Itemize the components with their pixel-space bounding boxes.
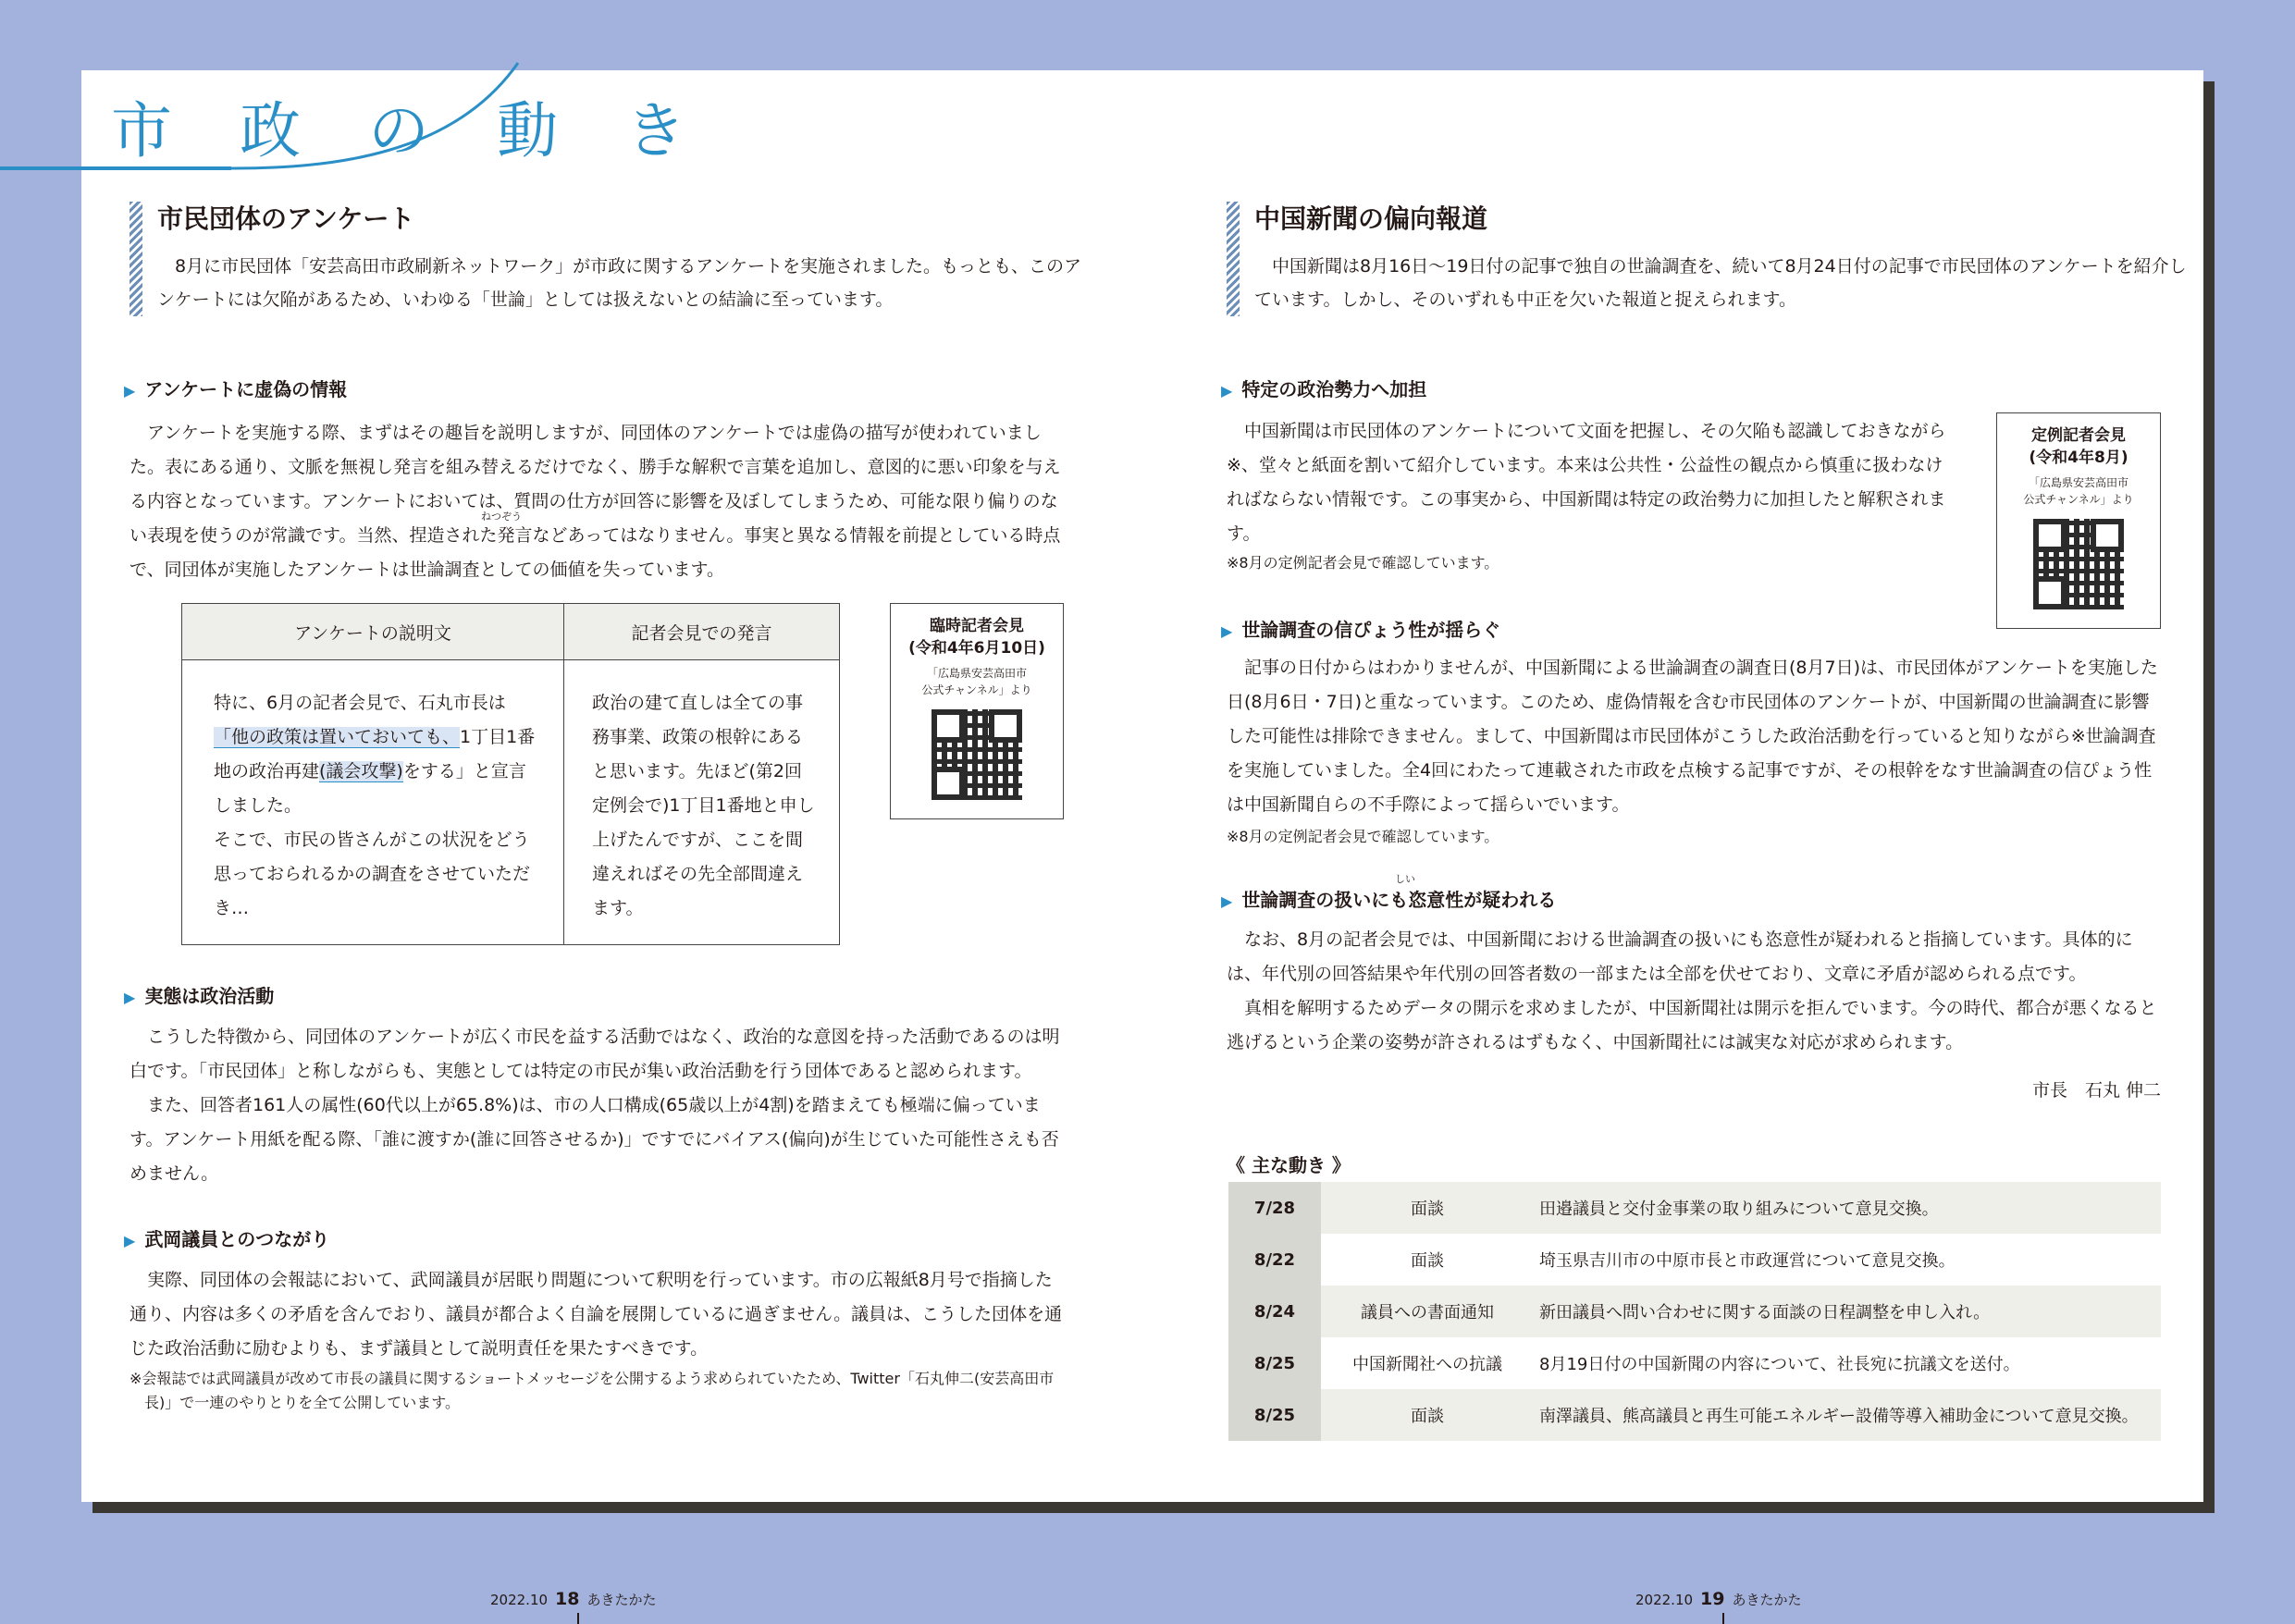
folio-tick xyxy=(1722,1613,1724,1624)
moves-content: 田邉議員と交付金事業の取り組みについて意見交換。 xyxy=(1534,1182,2161,1234)
qr1-title-2: (令和4年6月10日) xyxy=(908,639,1045,658)
folio-right-name: あきたかた xyxy=(1732,1592,1802,1608)
ruby-netsuzou: ねつぞう xyxy=(481,511,522,523)
moves-kind: 中国新聞社への抗議 xyxy=(1352,1355,1502,1374)
right-sub3-p1: なお、8月の記者会見では、中国新聞における世論調査の扱いにも恣意性が疑われると指摘しています。具体的には、年代別の回答結果や年代別の回答者数の一部または全部を伏せており、文章に矛盾が認められる点です。 xyxy=(1227,929,2133,984)
triangle-bullet-icon: ▶ xyxy=(1221,622,1233,640)
moves-date: 8/24 xyxy=(1228,1286,1321,1337)
right-sub3-p2: 真相を解明するためデータの開示を求めましたが、中国新聞社は開示を拒んでいます。今の時代、都合が悪くなると逃げるという企業の姿勢が許されるはずもなく、中国新聞社には誠実な対応が求められます。 xyxy=(1227,998,2157,1052)
moves-row xyxy=(1228,1234,2161,1286)
folio-right-page: 19 xyxy=(1700,1589,1725,1609)
right-sub1-heading-text: 特定の政治勢力へ加担 xyxy=(1241,378,1427,400)
page-title: 市 政 の 動 き xyxy=(111,95,710,166)
moves-table xyxy=(1228,1182,2161,1441)
survey-highlight-2: (議会攻撃) xyxy=(319,761,403,781)
table-header-press: 記者会見での発言 xyxy=(564,604,840,660)
qr-code-icon[interactable] xyxy=(2033,519,2124,609)
ruby-shii: しい xyxy=(1395,873,1415,885)
right-section-lead: 中国新聞は8月16日～19日付の記事で独自の世論調査を、続いて8月24日付の記事で市民団体のアンケートを紹介しています。しかし、そのいずれも中正を欠いた報道と捉えられます。 xyxy=(1254,256,2187,310)
moves-title: 《 主な動き 》 xyxy=(1227,1154,1351,1176)
left-section-title: 市民団体のアンケート xyxy=(157,203,415,234)
moves-content: 埼玉県吉川市の中原市長と市政運営について意見交換。 xyxy=(1539,1251,1956,1271)
moves-date: 7/28 xyxy=(1228,1182,1321,1234)
left-sub2-p2: また、回答者161人の属性(60代以上が65.8%)は、市の人口構成(65歳以上が4割)を踏まえても極端に偏っています。アンケート用紙を配る際、「誰に渡すか(誰に回答させるか)」ですでにバイアス(偏向)が生じていた可能性さえも否めません。 xyxy=(130,1095,1059,1184)
moves-row xyxy=(1228,1286,2161,1337)
moves-content: 新田議員へ問い合わせに関する面談の日程調整を申し入れ。 xyxy=(1534,1286,2161,1337)
right-sub1-body-text: 中国新聞は市民団体のアンケートについて文面を把握し、その欠陥も認識しておきながら※、堂々と紙面を割いて紹介しています。本来は公共性・公益性の観点から慎重に扱わなければならない情報です。この事実から、中国新聞は特定の政治勢力に加担したと解釈されます。 xyxy=(1227,421,1946,544)
folio-tick xyxy=(577,1613,579,1624)
left-sub2-p1: こうした特徴から、同団体のアンケートが広く市民を益する活動ではなく、政治的な意図を持った活動であるのは明白です。「市民団体」と称しながらも、実態としては特定の市民が集い政治活動を行う団体であると認められます。 xyxy=(130,1027,1060,1081)
right-sub1-body xyxy=(1227,414,1948,551)
qr-box-right xyxy=(1996,412,2161,629)
table-header-survey: アンケートの説明文 xyxy=(182,604,564,660)
right-sub2-heading xyxy=(1221,616,1500,646)
right-section-box xyxy=(1227,202,2189,316)
right-sub3-heading-text: 世論調査の扱いにも恣意性が疑われる xyxy=(1241,889,1557,911)
left-sub3-heading-text: 武岡議員とのつながり xyxy=(144,1228,330,1250)
left-sub1-body xyxy=(130,416,1064,587)
right-sub3-body xyxy=(1227,923,2161,1060)
qr1-source xyxy=(891,665,1063,698)
left-sub3-body xyxy=(130,1263,1064,1366)
left-sub1-body-text: アンケートを実施する際、まずはその趣旨を説明しますが、同団体のアンケートでは虚偽の描写が使われていました。表にある通り、文脈を無視し発言を組み替えるだけでなく、勝手な解釈で言葉を追加し、意図的に悪い印象を与える内容となっています。アンケートにおいては、質問の仕方が回答に影響を及ぼしてしまうため、可能な限り偏りのない表現を使うのが常識です。当然、捏造された発言などあってはなりません。事実と異なる情報を前提としている時点で、同団体が実施したアンケートは世論調査としての価値を失っています。 xyxy=(130,423,1061,580)
left-sub2-heading-text: 実態は政治活動 xyxy=(144,985,275,1007)
qr2-title-1: 定例記者会見 xyxy=(2031,426,2126,445)
title-underline xyxy=(0,166,231,170)
folio-left-page: 18 xyxy=(555,1589,580,1609)
right-sub1-note: ※8月の定例記者会見で確認しています。 xyxy=(1227,554,1499,572)
qr2-title-2: (令和4年8月) xyxy=(2029,449,2128,467)
triangle-bullet-icon: ▶ xyxy=(124,382,136,400)
left-sub3-heading xyxy=(124,1225,329,1255)
table-cell-press: 政治の建て直しは全ての事務事業、政策の根幹にあると思います。先ほど(第2回定例会で)1丁目1番地と申し上げたんですが、ここを間違えればその先全部間違えます。 xyxy=(564,660,840,945)
signature: 市長 石丸 伸二 xyxy=(2031,1080,2161,1101)
moves-row xyxy=(1228,1182,2161,1234)
left-sub1-heading xyxy=(124,375,347,405)
section-stripe xyxy=(1227,202,1240,316)
qr1-source-1: 「広島県安芸高田市 xyxy=(926,667,1027,680)
left-sub3-body-text: 実際、同団体の会報誌において、武岡議員が居眠り問題について釈明を行っています。市の広報紙8月号で指摘した通り、内容は多くの矛盾を含んでおり、議員が都合よく自論を展開しているに過ぎません。議員は、こうした団体を通じた政治活動に励むよりも、まず議員として説明責任を果たすべきです。 xyxy=(130,1270,1063,1359)
triangle-bullet-icon: ▶ xyxy=(124,989,136,1006)
comparison-table xyxy=(181,603,840,945)
right-sub1-heading xyxy=(1221,375,1426,405)
qr-box-left xyxy=(890,603,1064,819)
moves-content: 南澤議員、熊高議員と再生可能エネルギー設備等導入補助金について意見交換。 xyxy=(1534,1389,2161,1441)
section-stripe xyxy=(130,202,142,316)
left-sub2-body xyxy=(130,1020,1064,1191)
qr1-title-1: 臨時記者会見 xyxy=(930,617,1024,635)
moves-date: 8/22 xyxy=(1228,1234,1321,1286)
left-sub1-heading-text: アンケートに虚偽の情報 xyxy=(144,378,348,400)
moves-kind: 面談 xyxy=(1321,1389,1534,1441)
left-section-box xyxy=(130,202,1092,316)
folio-right xyxy=(1635,1589,1802,1609)
qr2-source xyxy=(1997,474,2160,508)
qr2-source-2: 公式チャンネル」より xyxy=(2023,493,2134,506)
folio-left xyxy=(490,1589,657,1609)
survey-text-pre: 特に、6月の記者会見で、石丸市長は xyxy=(214,693,506,713)
moves-kind: 面談 xyxy=(1321,1182,1534,1234)
qr-code-icon[interactable] xyxy=(932,709,1022,800)
survey-text-mid: 1丁目1番地の政治再建 xyxy=(214,727,536,781)
table-cell-survey xyxy=(182,660,564,945)
left-sub2-heading xyxy=(124,982,274,1012)
right-sub2-note: ※8月の定例記者会見で確認しています。 xyxy=(1227,828,1499,845)
right-sub2-body xyxy=(1227,651,2161,822)
moves-row xyxy=(1228,1389,2161,1441)
moves-content: 8月19日付の中国新聞の内容について、社長宛に抗議文を送付。 xyxy=(1539,1355,2020,1374)
triangle-bullet-icon: ▶ xyxy=(1221,892,1233,910)
right-sub2-heading-text: 世論調査の信ぴょう性が揺らぐ xyxy=(1241,619,1501,641)
qr1-source-2: 公式チャンネル」より xyxy=(921,683,1032,696)
folio-right-issue: 2022.10 xyxy=(1635,1592,1694,1608)
left-sub3-note: ※会報誌では武岡議員が改めて市長の議員に関するショートメッセージを公開するよう求められていたため、Twitter「石丸伸二(安芸高田市長)」で一連のやりとりを全て公開しています。 xyxy=(130,1370,1055,1411)
right-section-title: 中国新聞の偏向報道 xyxy=(1254,203,1488,234)
right-sub3-heading xyxy=(1221,886,1556,916)
survey-highlight-1: 「他の政策は置いておいても、 xyxy=(214,727,461,747)
survey-text-q: そこで、市民の皆さんがこの状況をどう思っておられるかの調査をさせていただき… xyxy=(214,830,531,918)
folio-left-name: あきたかた xyxy=(586,1592,657,1608)
moves-row xyxy=(1228,1337,2161,1389)
moves-kind: 議員への書面通知 xyxy=(1321,1286,1534,1337)
title-swoosh xyxy=(222,54,537,174)
survey-text-post: をする」と宣言しました。 xyxy=(214,761,526,816)
right-sub2-body-text: 記事の日付からはわかりませんが、中国新聞による世論調査の調査日(8月7日)は、市民団体がアンケートを実施した日(8月6日・7日)と重なっています。このため、虚偽情報を含む市民団体のアンケートが、中国新聞の世論調査に影響した可能性は排除できません。まして、中国新聞は市民団体がこうした政治活動を行っていると知りながら※世論調査を実施していました。全4回にわたって連載された市政を点検する記事ですが、その根幹をなす世論調査の信ぴょう性は中国新聞自らの不手際によって揺らいでいます。 xyxy=(1227,658,2158,815)
moves-date: 8/25 xyxy=(1228,1389,1321,1441)
triangle-bullet-icon: ▶ xyxy=(124,1232,136,1249)
moves-kind: 面談 xyxy=(1411,1251,1444,1271)
triangle-bullet-icon: ▶ xyxy=(1221,382,1233,400)
moves-date: 8/25 xyxy=(1228,1337,1321,1389)
left-section-lead: 8月に市民団体「安芸高田市政刷新ネットワーク」が市政に関するアンケートを実施されました。もっとも、このアンケートには欠陥があるため、いわゆる「世論」としては扱えないとの結論に至っています。 xyxy=(157,256,1081,310)
qr2-source-1: 「広島県安芸高田市 xyxy=(2028,476,2128,489)
folio-left-issue: 2022.10 xyxy=(490,1592,549,1608)
